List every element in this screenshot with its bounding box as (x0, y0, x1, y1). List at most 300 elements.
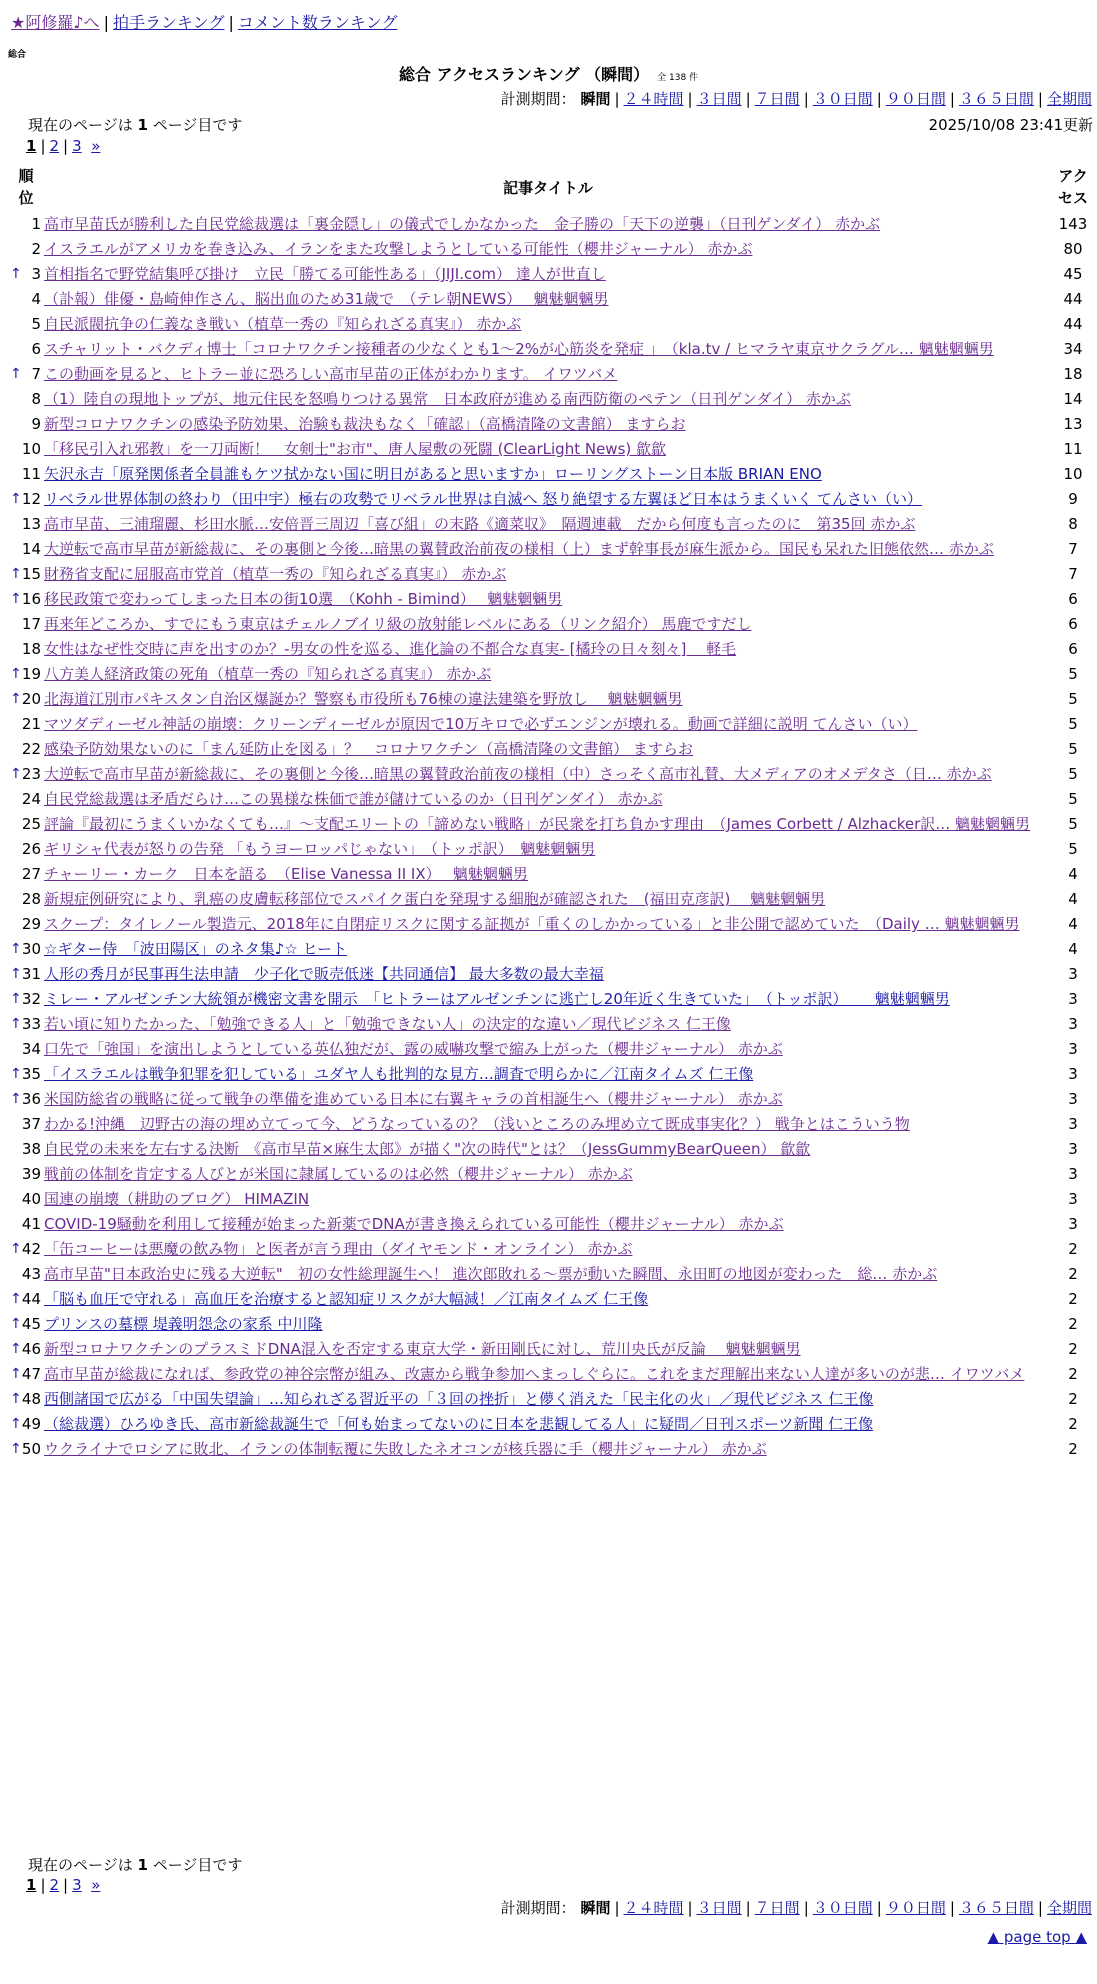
article-title-link[interactable]: （訃報）俳優・島崎伸作さん、脳出血のため31歳で （テレ朝NEWS） 魑魅魍魎男 (44, 290, 609, 308)
table-row (8, 1037, 1094, 1062)
table-row (8, 712, 1094, 737)
rank-number: 8 (31, 390, 41, 408)
title-cell (44, 1387, 1052, 1412)
article-title-link[interactable]: マツダディーゼル神話の崩壊：クリーンディーゼルが原因で10万キロで必ずエンジンが壊れる。動画で詳細に説明 てんさい（い） (44, 715, 918, 733)
title-cell (44, 1112, 1052, 1137)
access-count: 5 (1068, 765, 1078, 783)
rank-up-arrow-icon: ↑ (10, 591, 22, 607)
rank-cell (8, 437, 44, 462)
period-3d[interactable]: ３日間 (696, 1899, 742, 1917)
rank-cell (8, 987, 44, 1012)
article-title-link[interactable]: 八方美人経済政策の死角（植草一秀の『知られざる真実』） 赤かぶ (44, 665, 492, 683)
title-cell (44, 862, 1052, 887)
period-3d[interactable]: ３日間 (696, 90, 742, 108)
title-cell (44, 987, 1052, 1012)
rank-number: 28 (21, 890, 41, 908)
access-count: 3 (1068, 1115, 1078, 1133)
link-applause-ranking[interactable]: 拍手ランキング (112, 13, 225, 32)
access-count: 2 (1068, 1240, 1078, 1258)
rank-up-arrow-icon: ↑ (10, 1241, 22, 1257)
period-current: 瞬間 (580, 1899, 611, 1917)
table-row (8, 262, 1094, 287)
rank-up-arrow-icon: ↑ (10, 566, 22, 582)
article-title-link[interactable]: 高市早苗"日本政治史に残る大逆転" 初の女性総理誕生へ！ 進次郎敗れる〜票が動いた瞬間、永田町の地図が変わった 総… 赤かぶ (44, 1265, 938, 1283)
rank-cell (8, 612, 44, 637)
title-cell (44, 1362, 1052, 1387)
table-header (8, 162, 1094, 212)
rank-up-arrow-icon: ↑ (10, 1016, 22, 1032)
article-title-link[interactable]: 西側諸国で広がる「中国失望論」…知られざる習近平の「３回の挫折」と儚く消えた「民主化の火」／現代ビジネス 仁王像 (44, 1390, 874, 1408)
title-cell (44, 262, 1052, 287)
access-count: 8 (1068, 515, 1078, 533)
separator: | (228, 13, 234, 32)
rank-number: 25 (21, 815, 41, 833)
rank-up-arrow-icon: ↑ (10, 666, 22, 682)
period-24h[interactable]: ２４時間 (623, 90, 684, 108)
rank-cell (8, 487, 44, 512)
rank-cell (8, 912, 44, 937)
period-90d[interactable]: ９０日間 (885, 1899, 946, 1917)
article-title-link[interactable]: ミレー・アルゼンチン大統領が機密文書を開示 「ヒトラーはアルゼンチンに逃亡し20年近く生きていた」 （トッポ訳） 魑魅魍魎男 (44, 990, 950, 1008)
rank-up-arrow-icon: ↑ (10, 1291, 22, 1307)
table-row (8, 987, 1094, 1012)
table-row (8, 1287, 1094, 1312)
title-cell (44, 1212, 1052, 1237)
access-count: 2 (1068, 1290, 1078, 1308)
table-row (8, 962, 1094, 987)
article-title-link[interactable]: 高市早苗、三浦瑠麗、杉田水脈…安倍晋三周辺「喜び組」の末路《適菜収》 隔週連載 だから何度も言ったのに 第35回 赤かぶ (44, 515, 916, 533)
access-count: 3 (1068, 1215, 1078, 1233)
title-cell (44, 1037, 1052, 1062)
access-count: 34 (1063, 340, 1083, 358)
rank-cell (8, 512, 44, 537)
title-cell (44, 412, 1052, 437)
access-count: 5 (1068, 840, 1078, 858)
title-cell (44, 1437, 1052, 1462)
period-7d[interactable]: ７日間 (754, 1899, 800, 1917)
table-row (8, 937, 1094, 962)
pager-bottom: 1 | 2 | 3 » (26, 1876, 101, 1894)
article-title-link[interactable]: イスラエルがアメリカを巻き込み、イランをまた攻撃しようとしている可能性（櫻井ジャーナル） 赤かぶ (44, 240, 753, 258)
rank-up-arrow-icon: ↑ (10, 491, 22, 507)
rank-cell (8, 887, 44, 912)
rank-number: 43 (21, 1265, 41, 1283)
table-row (8, 562, 1094, 587)
table-row (8, 862, 1094, 887)
access-count: 5 (1068, 665, 1078, 683)
period-label: 計測期間： (500, 1899, 576, 1917)
rank-number: 9 (31, 415, 41, 433)
access-count: 143 (1058, 215, 1088, 233)
article-title-link[interactable]: 高市早苗氏が勝利した自民党総裁選は「裏金隠し」の儀式でしかなかった 金子勝の「天下の逆襲」（日刊ゲンダイ） 赤かぶ (44, 215, 881, 233)
rank-number: 41 (21, 1215, 41, 1233)
rank-cell (8, 462, 44, 487)
rank-cell (8, 237, 44, 262)
title-cell (44, 737, 1052, 762)
title-cell (44, 587, 1052, 612)
article-title-link[interactable]: この動画を見ると、ヒトラー並に恐ろしい高市早苗の正体がわかります。 イワツバメ (44, 365, 618, 383)
rank-number: 18 (21, 640, 41, 658)
title-cell (44, 687, 1052, 712)
article-title-link[interactable]: 国連の崩壊（耕助のブログ） HIMAZIN (44, 1190, 310, 1208)
rank-number: 23 (21, 765, 41, 783)
article-title-link[interactable]: 矢沢永吉「原発関係者全員誰もケツ拭かない国に明日があると思いますか」ローリングストーン日本版 BRIAN ENO (44, 465, 822, 483)
table-row (8, 1087, 1094, 1112)
title-cell (44, 1162, 1052, 1187)
rank-cell (8, 637, 44, 662)
period-7d[interactable]: ７日間 (754, 90, 800, 108)
table-row (8, 287, 1094, 312)
rank-cell (8, 937, 44, 962)
rank-cell (8, 737, 44, 762)
access-count: 5 (1068, 740, 1078, 758)
title-cell (44, 337, 1052, 362)
article-title-link[interactable]: 米国防総省の戦略に従って戦争の準備を進めている日本に右翼キャラの首相誕生へ（櫻井ジャーナル） 赤かぶ (44, 1090, 783, 1108)
page-top-link[interactable]: ▲ page top ▲ (987, 1928, 1087, 1946)
rank-number: 7 (31, 365, 41, 383)
table-row (8, 1137, 1094, 1162)
link-comment-ranking[interactable]: コメント数ランキング (237, 13, 398, 32)
page-title (0, 62, 1097, 85)
pager-next[interactable]: » (91, 137, 101, 155)
title-cell (44, 287, 1052, 312)
rank-number: 24 (21, 790, 41, 808)
title-cell (44, 637, 1052, 662)
title-cell (44, 837, 1052, 862)
title-cell (44, 962, 1052, 987)
access-count: 2 (1068, 1390, 1078, 1408)
table-row (8, 387, 1094, 412)
rank-number: 39 (21, 1165, 41, 1183)
col-rank-header: 順 位 (18, 167, 34, 207)
rank-number: 21 (21, 715, 41, 733)
access-count: 9 (1068, 490, 1078, 508)
access-count: 7 (1068, 540, 1078, 558)
rank-cell (8, 1412, 44, 1437)
pager-current: 1 (26, 1876, 37, 1894)
title-cell (44, 1412, 1052, 1437)
article-title-link[interactable]: わかる!沖縄 辺野古の海の埋め立てって今、どうなっているの？（浅いところのみ埋め立て既成事実化？） 戦争とはこういう物 (44, 1115, 910, 1133)
title-cell (44, 1062, 1052, 1087)
rank-number: 48 (21, 1390, 41, 1408)
rank-number: 40 (21, 1190, 41, 1208)
rank-cell (8, 1337, 44, 1362)
rank-up-arrow-icon: ↑ (10, 366, 22, 382)
rank-number: 29 (21, 915, 41, 933)
access-count: 4 (1068, 865, 1078, 883)
table-row (8, 1337, 1094, 1362)
title-cell (44, 1262, 1052, 1287)
access-count: 6 (1068, 640, 1078, 658)
period-all[interactable]: 全期間 (1046, 1899, 1092, 1917)
title-cell (44, 812, 1052, 837)
pager-page-3[interactable]: 3 (72, 1876, 82, 1894)
rank-cell (8, 212, 44, 237)
access-count: 2 (1068, 1340, 1078, 1358)
article-title-link[interactable]: 「移民引入れ邪教」を一刀両断！ 女剣士"お市"、唐人屋敷の死闘 (ClearLight News) 歙歙 (44, 440, 667, 458)
rank-cell (8, 387, 44, 412)
rank-number: 2 (31, 240, 41, 258)
table-row (8, 637, 1094, 662)
rank-cell (8, 837, 44, 862)
table-row (8, 837, 1094, 862)
rank-cell (8, 337, 44, 362)
separator: | (103, 13, 109, 32)
article-title-link[interactable]: 再来年どころか、すでにもう東京はチェルノブイリ級の放射能レベルにある（リンク紹介） 馬鹿ですだし (44, 615, 752, 633)
title-cell (44, 887, 1052, 912)
rank-number: 46 (21, 1340, 41, 1358)
access-count: 44 (1063, 290, 1083, 308)
rank-up-arrow-icon: ↑ (10, 991, 22, 1007)
ranking-title: 総合 アクセスランキング （瞬間） (398, 65, 650, 84)
period-30d[interactable]: ３０日間 (812, 90, 873, 108)
article-title-link[interactable]: 高市早苗が総裁になれば、参政党の神谷宗幣が組み、改憲から戦争参加へまっしぐらに。これをまだ理解出来ない人達が多いのが悲… イワツバメ (44, 1365, 1025, 1383)
table-row (8, 1062, 1094, 1087)
table-row (8, 687, 1094, 712)
rank-number: 42 (21, 1240, 41, 1258)
table-row (8, 1187, 1094, 1212)
title-cell (44, 1187, 1052, 1212)
rank-cell (8, 312, 44, 337)
period-all[interactable]: 全期間 (1046, 90, 1092, 108)
article-title-link[interactable]: 新型コロナワクチンのプラスミドDNA混入を否定する東京大学・新田剛氏に対し、荒川央氏が反論 魑魅魍魎男 (44, 1340, 801, 1358)
period-30d[interactable]: ３０日間 (812, 1899, 873, 1917)
title-cell (44, 787, 1052, 812)
rank-number: 17 (21, 615, 41, 633)
article-title-link[interactable]: 自民党総裁選は矛盾だらけ…この異様な株価で誰が儲けているのか（日刊ゲンダイ） 赤かぶ (44, 790, 663, 808)
article-title-link[interactable]: 新規症例研究により、乳癌の皮膚転移部位でスパイク蛋白を発現する細胞が確認された (福田克彦訳) 魑魅魍魎男 (44, 890, 826, 908)
rank-number: 45 (21, 1315, 41, 1333)
title-cell (44, 762, 1052, 787)
access-count: 4 (1068, 940, 1078, 958)
access-count: 5 (1068, 715, 1078, 733)
rank-cell (8, 1387, 44, 1412)
access-count: 18 (1063, 365, 1083, 383)
rank-cell (8, 1437, 44, 1462)
table-row (8, 912, 1094, 937)
page-info-top: 現在のページは 1 ページ目です (28, 116, 243, 134)
table-row (8, 1312, 1094, 1337)
rank-number: 13 (21, 515, 41, 533)
rank-cell (8, 1087, 44, 1112)
table-row (8, 437, 1094, 462)
title-cell (44, 462, 1052, 487)
title-cell (44, 1137, 1052, 1162)
article-title-link[interactable]: 「缶コーヒーは悪魔の飲み物」と医者が言う理由（ダイヤモンド・オンライン） 赤かぶ (44, 1240, 633, 1258)
rank-number: 16 (21, 590, 41, 608)
rank-up-arrow-icon: ↑ (10, 1366, 22, 1382)
table-row (8, 587, 1094, 612)
access-count: 80 (1063, 240, 1083, 258)
table-row (8, 812, 1094, 837)
article-title-link[interactable]: 評論『最初にうまくいかなくても…』〜支配エリートの「諦めない戦略」が民衆を打ち負かす理由 （James Corbett / Alzhacker訳… 魑魅魍魎男 (44, 815, 1031, 833)
rank-cell (8, 1037, 44, 1062)
period-365d[interactable]: ３６５日間 (958, 1899, 1034, 1917)
pager-next[interactable]: » (91, 1876, 101, 1894)
period-selector-top: 計測期間： 瞬間 | ２４時間 | ３日間 | ７日間 | ３０日間 | ９０日間 | ３６５日間 | 全期間 (500, 90, 1092, 108)
article-title-link[interactable]: 「イスラエルは戦争犯罪を犯している」ユダヤ人も批判的な見方…調査で明らかに／江南タイムズ 仁王像 (44, 1065, 754, 1083)
article-title-link[interactable]: リベラル世界体制の終わり（田中宇）極右の攻勢でリベラル世界は自滅へ 怒り絶望する左翼ほど日本はうまくいく てんさい（い） (44, 490, 923, 508)
title-cell (44, 1287, 1052, 1312)
pager-current: 1 (26, 137, 37, 155)
rank-cell (8, 587, 44, 612)
period-365d[interactable]: ３６５日間 (958, 90, 1034, 108)
article-title-link[interactable]: 大逆転で高市早苗が新総裁に、その裏側と今後…暗黒の翼賛政治前夜の様相（上）まず幹事長が麻生派から。国民も呆れた旧態依然… 赤かぶ (44, 540, 994, 558)
article-title-link[interactable]: 自民派閥抗争の仁義なき戦い（植草一秀の『知られざる真実』） 赤かぶ (44, 315, 522, 333)
rank-number: 35 (21, 1065, 41, 1083)
article-title-link[interactable]: 若い頃に知りたかった、「勉強できる人」と「勉強できない人」の決定的な違い／現代ビジネス 仁王像 (44, 1015, 731, 1033)
access-count: 3 (1068, 1190, 1078, 1208)
article-title-link[interactable]: 「脳も血圧で守れる」高血圧を治療すると認知症リスクが大幅減！／江南タイムズ 仁王像 (44, 1290, 649, 1308)
period-current: 瞬間 (580, 90, 611, 108)
link-asyura-home[interactable]: ★阿修羅♪へ (11, 13, 100, 32)
title-cell (44, 1012, 1052, 1037)
rank-up-arrow-icon: ↑ (10, 966, 22, 982)
rank-cell (8, 862, 44, 887)
title-cell (44, 1312, 1052, 1337)
rank-cell (8, 1287, 44, 1312)
pager-page-2[interactable]: 2 (49, 137, 60, 155)
article-title-link[interactable]: ☆ギター侍 「波田陽区」のネタ集♪☆ ヒート (44, 940, 347, 958)
access-count: 6 (1068, 615, 1078, 633)
article-title-link[interactable]: ギリシャ代表が怒りの告発 「もうヨーロッパじゃない」 （トッポ訳） 魑魅魍魎男 (44, 840, 596, 858)
rank-up-arrow-icon: ↑ (10, 1416, 22, 1432)
rank-cell (8, 1362, 44, 1387)
table-row (8, 1012, 1094, 1037)
rank-number: 38 (21, 1140, 41, 1158)
page-info-bottom: 現在のページは 1 ページ目です (28, 1856, 243, 1874)
rank-number: 47 (21, 1365, 41, 1383)
access-count: 2 (1068, 1315, 1078, 1333)
rank-number: 5 (31, 315, 41, 333)
table-row (8, 737, 1094, 762)
access-count: 3 (1068, 1040, 1078, 1058)
rank-number: 33 (21, 1015, 41, 1033)
period-label: 計測期間： (500, 90, 576, 108)
rank-up-arrow-icon: ↑ (10, 266, 22, 282)
rank-number: 50 (21, 1440, 41, 1458)
title-cell (44, 387, 1052, 412)
rank-number: 15 (21, 565, 41, 583)
article-title-link[interactable]: 北海道江別市パキスタン自治区爆誕か？警察も市役所も76棟の違法建築を野放し 魑魅魍魎男 (44, 690, 683, 708)
rank-cell (8, 1187, 44, 1212)
access-count: 3 (1068, 1090, 1078, 1108)
rank-number: 22 (21, 740, 41, 758)
rank-cell (8, 787, 44, 812)
article-title-link[interactable]: プリンスの墓標 堤義明怨念の家系 中川隆 (44, 1315, 323, 1333)
access-count: 7 (1068, 565, 1078, 583)
article-title-link[interactable]: 戦前の体制を肯定する人びとが米国に隷属しているのは必然（櫻井ジャーナル） 赤かぶ (44, 1165, 633, 1183)
ranking-rows (8, 212, 1094, 1462)
rank-cell (8, 1162, 44, 1187)
rank-number: 34 (21, 1040, 41, 1058)
access-count: 6 (1068, 590, 1078, 608)
table-row (8, 462, 1094, 487)
table-row (8, 237, 1094, 262)
table-row (8, 1437, 1094, 1462)
rank-cell (8, 1262, 44, 1287)
table-row (8, 1112, 1094, 1137)
title-cell (44, 1087, 1052, 1112)
rank-cell (8, 537, 44, 562)
rank-up-arrow-icon: ↑ (10, 691, 22, 707)
access-count: 11 (1063, 440, 1083, 458)
title-cell (44, 487, 1052, 512)
table-row (8, 1362, 1094, 1387)
rank-cell (8, 762, 44, 787)
rank-up-arrow-icon: ↑ (10, 1341, 22, 1357)
article-title-link[interactable]: 女性はなぜ性交時に声を出すのか？-男女の性を巡る、進化論の不都合な真実- [橘玲の日々刻々] 軽毛 (44, 640, 737, 658)
pager-page-3[interactable]: 3 (72, 137, 82, 155)
article-title-link[interactable]: スチャリット・バクディ博士「コロナワクチン接種者の少なくとも1〜2%が心筋炎を発症 」 （kla.tv / ヒマラヤ東京サクラグル… 魑魅魍魎男 (44, 340, 994, 358)
period-24h[interactable]: ２４時間 (623, 1899, 684, 1917)
access-count: 2 (1068, 1440, 1078, 1458)
access-count: 5 (1068, 690, 1078, 708)
title-cell (44, 712, 1052, 737)
article-title-link[interactable]: スクープ：タイレノール製造元、2018年に自閉症リスクに関する証拠が「重くのしかかっている」と非公開で認めていた （Daily … 魑魅魍魎男 (44, 915, 1020, 933)
article-title-link[interactable]: 自民党の未来を左右する決断 《高市早苗×麻生太郎》が描く"次の時代"とは？（JessGummyBearQueen） 歙歙 (44, 1140, 811, 1158)
period-selector-bottom: 計測期間： 瞬間 | ２４時間 | ３日間 | ７日間 | ３０日間 | ９０日間 | ３６５日間 | 全期間 (500, 1899, 1092, 1917)
period-90d[interactable]: ９０日間 (885, 90, 946, 108)
table-row (8, 1237, 1094, 1262)
pager-page-2[interactable]: 2 (49, 1876, 60, 1894)
title-cell (44, 612, 1052, 637)
title-cell (44, 537, 1052, 562)
rank-number: 11 (21, 465, 41, 483)
article-title-link[interactable]: 新型コロナワクチンの感染予防効果、治験も裁決もなく「確認」（高橋清隆の文書館） ますらお (44, 415, 686, 433)
access-count: 45 (1063, 265, 1083, 283)
access-count: 2 (1068, 1415, 1078, 1433)
rank-cell (8, 1137, 44, 1162)
article-title-link[interactable]: （1）陸自の現地トップが、地元住民を怒鳴りつける異常 日本政府が進める南西防衛のペテン（日刊ゲンダイ） 赤かぶ (44, 390, 851, 408)
article-title-link[interactable]: 口先で「強国」を演出しようとしている英仏独だが、露の威嚇攻撃で縮み上がった（櫻井ジャーナル） 赤かぶ (44, 1040, 783, 1058)
rank-number: 30 (21, 940, 41, 958)
table-row (8, 362, 1094, 387)
article-title-link[interactable]: COVID-19騒動を利用して接種が始まった新薬でDNAが書き換えられている可能性（櫻井ジャーナル） 赤かぶ (44, 1215, 784, 1233)
article-title-link[interactable]: 人形の秀月が民事再生法申請 少子化で販売低迷【共同通信】 最大多数の最大幸福 (44, 965, 604, 983)
article-title-link[interactable]: 感染予防効果ないのに「まん延防止を図る」？ コロナワクチン（高橋清隆の文書館） ますらお (44, 740, 694, 758)
rank-number: 26 (21, 840, 41, 858)
article-title-link[interactable]: ウクライナでロシアに敗北、イランの体制転覆に失敗したネオコンが核兵器に手（櫻井ジャーナル） 赤かぶ (44, 1440, 767, 1458)
table-row (8, 1212, 1094, 1237)
title-cell (44, 237, 1052, 262)
col-title-header: 記事タイトル (503, 178, 593, 197)
rank-cell (8, 262, 44, 287)
access-count: 5 (1068, 790, 1078, 808)
rank-number: 31 (21, 965, 41, 983)
table-row (8, 762, 1094, 787)
rank-up-arrow-icon: ↑ (10, 941, 22, 957)
article-title-link[interactable]: チャーリー・カーク 日本を語る （Elise Vanessa II IX） 魑魅魍魎男 (44, 865, 528, 883)
article-title-link[interactable]: 移民政策で変わってしまった日本の街10選 （Kohh - Bimind） 魑魅魍魎男 (44, 590, 563, 608)
title-cell (44, 212, 1052, 237)
rank-number: 37 (21, 1115, 41, 1133)
access-count: 3 (1068, 1065, 1078, 1083)
title-cell (44, 362, 1052, 387)
rank-cell (8, 412, 44, 437)
article-title-link[interactable]: 大逆転で高市早苗が新総裁に、その裏側と今後…暗黒の翼賛政治前夜の様相（中）さっそく高市礼賛、大メディアのオメデタさ（日… 赤かぶ (44, 765, 992, 783)
table-row (8, 1412, 1094, 1437)
article-title-link[interactable]: （総裁選）ひろゆき氏、高市新総裁誕生で「何も始まってないのに日本を悲観してる人」に疑問／日刊スポーツ新聞 仁王像 (44, 1415, 874, 1433)
rank-number: 27 (21, 865, 41, 883)
title-cell (44, 562, 1052, 587)
article-title-link[interactable]: 首相指名で野党結集呼び掛け 立民「勝てる可能性ある」（JIJI.com） 達人が世直し (44, 265, 606, 283)
article-title-link[interactable]: 財務省支配に屈服高市党首（植草一秀の『知られざる真実』） 赤かぶ (44, 565, 507, 583)
access-count: 44 (1063, 315, 1083, 333)
table-row (8, 537, 1094, 562)
table-row (8, 887, 1094, 912)
rank-up-arrow-icon: ↑ (10, 1316, 22, 1332)
